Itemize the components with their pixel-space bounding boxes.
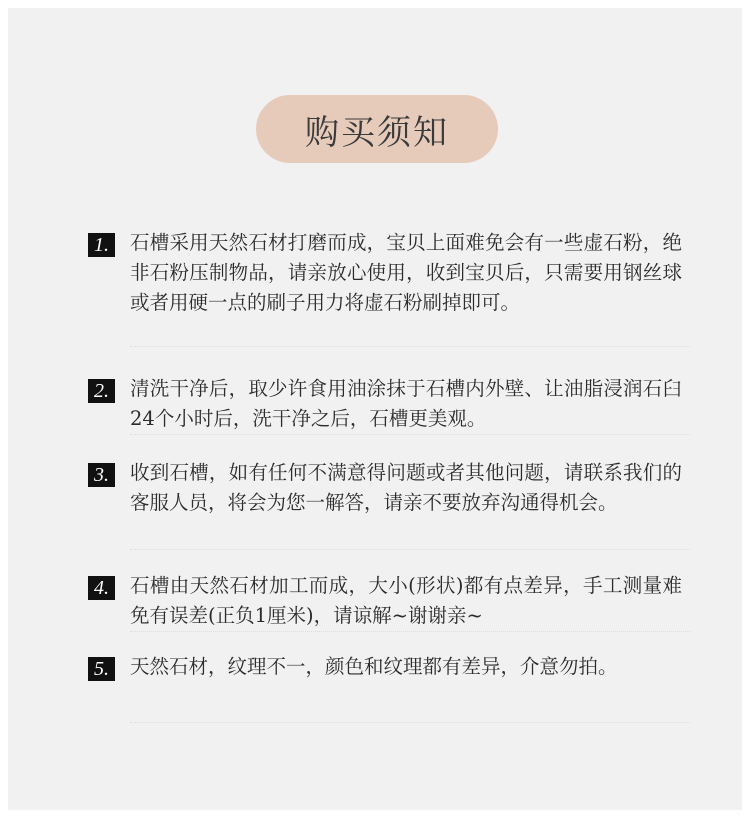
notice-item-5 — [88, 652, 688, 722]
dotted-divider — [130, 722, 690, 723]
notice-text: 天然石材，纹理不一，颜色和纹理都有差异，介意勿拍。 — [130, 655, 618, 678]
dotted-divider — [130, 346, 690, 347]
dotted-divider — [130, 434, 690, 435]
page-title: 购买须知 — [256, 95, 498, 163]
notice-item-3 — [88, 458, 688, 549]
notice-text: 石槽采用天然石材打磨而成，宝贝上面难免会有一些虚石粉，绝非石粉压制物品，请亲放心使用，收到宝贝后，只需要用钢丝球或者用硬一点的刷子用力将虚石粉刷掉即可。 — [130, 231, 682, 314]
notice-text: 收到石槽，如有任何不满意得问题或者其他问题，请联系我们的客服人员，将会为您一解答，请亲不要放弃沟通得机会。 — [130, 461, 682, 514]
notice-item-1 — [88, 228, 688, 346]
notice-number-badge: 5. — [88, 657, 115, 681]
notice-number-badge: 2. — [88, 379, 115, 403]
notice-number-badge: 4. — [88, 576, 115, 600]
notice-text: 清洗干净后，取少许食用油涂抹于石槽内外壁、让油脂浸润石臼24个小时后，洗干净之后，石槽更美观。 — [130, 377, 682, 430]
notice-text: 石槽由天然石材加工而成，大小(形状)都有点差异，手工测量难免有误差(正负1厘米)，请谅解~谢谢亲~ — [130, 574, 682, 627]
notice-item-2 — [88, 374, 688, 434]
notice-number-badge: 3. — [88, 463, 115, 487]
dotted-divider — [130, 631, 690, 632]
notice-item-4 — [88, 571, 688, 631]
notice-list — [88, 228, 688, 723]
dotted-divider — [130, 549, 690, 550]
notice-panel — [8, 8, 742, 810]
notice-number-badge: 1. — [88, 233, 115, 257]
